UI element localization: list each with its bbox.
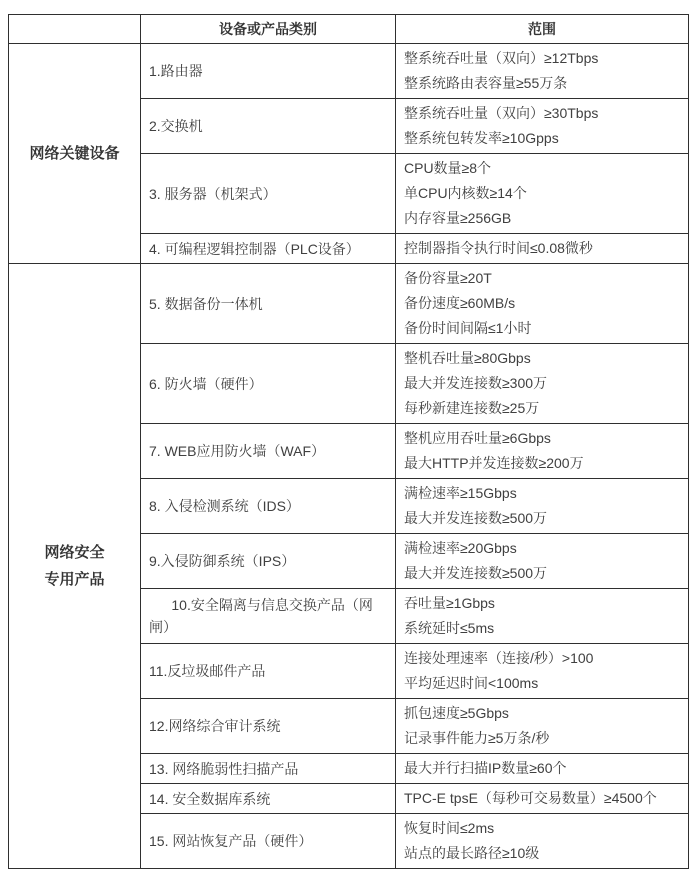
item-label-cell: 12.网络综合审计系统 [141,699,396,754]
item-label-cell: 9.入侵防御系统（IPS） [141,534,396,589]
category-cell [9,44,141,264]
table-row [9,44,689,99]
range-spec-line: 整系统路由表容量≥55万条 [404,75,568,91]
range-cell [396,754,689,784]
equipment-spec-table [8,14,689,869]
item-label-cell: 11.反垃圾邮件产品 [141,644,396,699]
range-spec-line: 备份速度≥60MB/s [404,295,516,311]
range-spec-line: 整系统包转发率≥10Gpps [404,130,559,146]
range-cell [396,479,689,534]
range-spec-line: 整机应用吞吐量≥6Gbps [404,430,551,446]
range-cell [396,699,689,754]
range-spec-line: 满检速率≥20Gbps [404,540,517,556]
table-body [9,44,689,869]
item-label-cell: 4. 可编程逻辑控制器（PLC设备） [141,234,396,264]
range-cell [396,344,689,424]
range-spec-line: 系统延时≤5ms [404,620,495,636]
range-column-header: 范围 [396,15,689,44]
item-label-cell: 14. 安全数据库系统 [141,784,396,814]
range-spec-line: 整机吞吐量≥80Gbps [404,350,531,366]
range-cell [396,44,689,99]
range-spec-line: 最大并发连接数≥500万 [404,565,548,581]
range-cell [396,154,689,234]
range-spec-line: 备份容量≥20T [404,270,492,286]
corner-header-cell [9,15,141,44]
range-spec-line: 控制器指令执行时间≤0.08微秒 [404,240,593,256]
category-label-line: 网络安全 [44,544,105,561]
range-cell [396,534,689,589]
range-cell [396,784,689,814]
range-spec-line: 最大HTTP并发连接数≥200万 [404,455,584,471]
item-label-cell: 5. 数据备份一体机 [141,264,396,344]
range-spec-line: 最大并行扫描IP数量≥60个 [404,760,567,776]
category-column-header: 设备或产品类别 [141,15,396,44]
item-label-cell: 7. WEB应用防火墙（WAF） [141,424,396,479]
item-label-cell: 3. 服务器（机架式） [141,154,396,234]
range-spec-line: 抓包速度≥5Gbps [404,705,509,721]
range-spec-line: 站点的最长路径≥10级 [404,845,540,861]
item-label-cell: 1.路由器 [141,44,396,99]
range-spec-line: 平均延迟时间<100ms [404,675,539,691]
range-spec-line: 记录事件能力≥5万条/秒 [404,730,550,746]
range-spec-line: 内存容量≥256GB [404,210,512,226]
category-cell [9,264,141,869]
item-label-cell: 13. 网络脆弱性扫描产品 [141,754,396,784]
item-label-cell: 2.交换机 [141,99,396,154]
item-label-cell: 6. 防火墙（硬件） [141,344,396,424]
range-spec-line: 整系统吞吐量（双向）≥30Tbps [404,105,599,121]
item-label-cell: 15. 网站恢复产品（硬件） [141,814,396,869]
range-cell [396,264,689,344]
item-label-cell: 8. 入侵检测系统（IDS） [141,479,396,534]
range-spec-line: CPU数量≥8个 [404,160,492,176]
range-cell [396,589,689,644]
range-spec-line: 满检速率≥15Gbps [404,485,517,501]
item-label-cell: 10.安全隔离与信息交换产品（网闸） [141,589,396,644]
table-header-row [9,15,689,44]
range-cell [396,424,689,479]
range-spec-line: 每秒新建连接数≥25万 [404,400,540,416]
range-spec-line: 单CPU内核数≥14个 [404,185,527,201]
range-spec-line: 最大并发连接数≥300万 [404,375,548,391]
range-spec-line: 整系统吞吐量（双向）≥12Tbps [404,50,599,66]
range-cell [396,99,689,154]
range-cell [396,644,689,699]
table-row [9,264,689,344]
range-spec-line: 吞吐量≥1Gbps [404,595,495,611]
category-label-line: 网络关键设备 [29,145,120,162]
range-cell [396,814,689,869]
range-spec-line: TPC-E tpsE（每秒可交易数量）≥4500个 [404,790,657,806]
category-label-line: 专用产品 [44,571,105,588]
range-spec-line: 恢复时间≤2ms [404,820,495,836]
range-spec-line: 连接处理速率（连接/秒）>100 [404,650,594,666]
range-spec-line: 最大并发连接数≥500万 [404,510,548,526]
range-cell [396,234,689,264]
range-spec-line: 备份时间间隔≤1小时 [404,320,532,336]
